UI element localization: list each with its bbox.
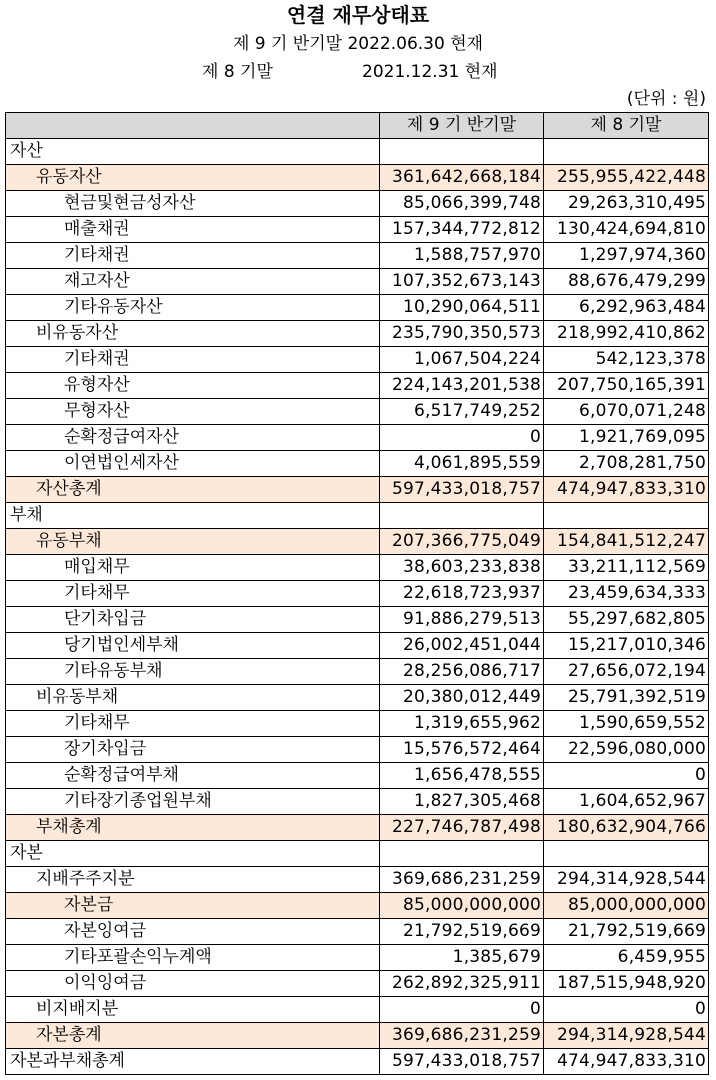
prior-period-value-cell: 474,947,833,310: [544, 1049, 709, 1075]
current-period-value-cell: 107,352,673,143: [380, 269, 544, 295]
prior-period: [202, 61, 622, 83]
account-name-cell: 자본과부채총계: [6, 1049, 380, 1075]
account-name-cell: 기타장기종업원부채: [6, 789, 380, 815]
current-period-value-cell: 6,517,749,252: [380, 399, 544, 425]
table-row: [6, 1049, 709, 1075]
table-header-row: [6, 113, 709, 139]
current-period-value-cell: 1,588,757,970: [380, 243, 544, 269]
table-row: [6, 451, 709, 477]
table-row: [6, 139, 709, 165]
current-period-value-cell: 0: [380, 997, 544, 1023]
table-row: [6, 243, 709, 269]
table-row: [6, 425, 709, 451]
current-period-value-cell: 235,790,350,573: [380, 321, 544, 347]
account-name-cell: 순확정급여부채: [6, 763, 380, 789]
table-row: [6, 1023, 709, 1049]
table-row: [6, 555, 709, 581]
table-row: [6, 971, 709, 997]
account-name-cell: 지배주주지분: [6, 867, 380, 893]
account-name-cell: 자본잉여금: [6, 919, 380, 945]
prior-period-value-cell: [544, 841, 709, 867]
table-row: [6, 321, 709, 347]
prior-period-value-cell: 15,217,010,346: [544, 633, 709, 659]
current-period-value-cell: [380, 503, 544, 529]
current-period-value-cell: 207,366,775,049: [380, 529, 544, 555]
current-period-value-cell: 1,067,504,224: [380, 347, 544, 373]
current-period-value-cell: 20,380,012,449: [380, 685, 544, 711]
current-period-value-cell: 85,000,000,000: [380, 893, 544, 919]
prior-period-value-cell: 0: [544, 763, 709, 789]
table-row: [6, 737, 709, 763]
prior-period-value-cell: 294,314,928,544: [544, 1023, 709, 1049]
prior-period-value-cell: 474,947,833,310: [544, 477, 709, 503]
current-period-value-cell: 10,290,064,511: [380, 295, 544, 321]
table-row: [6, 373, 709, 399]
prior-period-value-cell: 1,297,974,360: [544, 243, 709, 269]
account-name-cell: 단기차입금: [6, 607, 380, 633]
prior-period-value-cell: 154,841,512,247: [544, 529, 709, 555]
current-period-value-cell: 1,385,679: [380, 945, 544, 971]
table-row: [6, 191, 709, 217]
table-row: [6, 685, 709, 711]
account-name-cell: 이연법인세자산: [6, 451, 380, 477]
current-period-value-cell: 22,618,723,937: [380, 581, 544, 607]
table-row: [6, 659, 709, 685]
current-period-value-cell: 38,603,233,838: [380, 555, 544, 581]
account-name-cell: 기타채권: [6, 243, 380, 269]
account-name-cell: 이익잉여금: [6, 971, 380, 997]
table-row: [6, 399, 709, 425]
prior-period-value-cell: 21,792,519,669: [544, 919, 709, 945]
prior-period-date: 2021.12.31 현재: [362, 62, 498, 82]
prior-period-value-cell: 27,656,072,194: [544, 659, 709, 685]
account-name-cell: 당기법인세부채: [6, 633, 380, 659]
table-row: [6, 477, 709, 503]
table-row: [6, 789, 709, 815]
current-period-value-cell: 15,576,572,464: [380, 737, 544, 763]
account-name-cell: 비유동자산: [6, 321, 380, 347]
current-period-value-cell: 597,433,018,757: [380, 1049, 544, 1075]
account-name-cell: 무형자산: [6, 399, 380, 425]
prior-period-value-cell: 542,123,378: [544, 347, 709, 373]
page-title: 연결 재무상태표: [286, 3, 430, 27]
account-name-cell: 매출채권: [6, 217, 380, 243]
account-name-cell: 기타유동부채: [6, 659, 380, 685]
current-period-value-cell: 224,143,201,538: [380, 373, 544, 399]
table-row: [6, 269, 709, 295]
prior-period-value-cell: 29,263,310,495: [544, 191, 709, 217]
prior-period-value-cell: 0: [544, 997, 709, 1023]
account-name-cell: 순확정급여자산: [6, 425, 380, 451]
account-name-cell: 자본총계: [6, 1023, 380, 1049]
prior-period-value-cell: 55,297,682,805: [544, 607, 709, 633]
table-row: [6, 919, 709, 945]
current-period-value-cell: 227,746,787,498: [380, 815, 544, 841]
current-period-value-cell: 157,344,772,812: [380, 217, 544, 243]
table-row: [6, 763, 709, 789]
table-row: [6, 165, 709, 191]
current-period-value-cell: 369,686,231,259: [380, 1023, 544, 1049]
table-row: [6, 607, 709, 633]
current-period-value-cell: [380, 841, 544, 867]
table-row: [6, 893, 709, 919]
prior-period-value-cell: 22,596,080,000: [544, 737, 709, 763]
table-row: [6, 529, 709, 555]
prior-period-value-cell: 1,604,652,967: [544, 789, 709, 815]
table-row: [6, 997, 709, 1023]
current-period-value-cell: 4,061,895,559: [380, 451, 544, 477]
current-period-value-cell: 28,256,086,717: [380, 659, 544, 685]
account-name-cell: 유동부채: [6, 529, 380, 555]
current-period-value-cell: [380, 139, 544, 165]
prior-period-label: 제 8 기말: [202, 62, 273, 82]
table-row: [6, 633, 709, 659]
current-period-value-cell: 1,319,655,962: [380, 711, 544, 737]
account-name-cell: 유형자산: [6, 373, 380, 399]
account-name-cell: 비유동부채: [6, 685, 380, 711]
account-name-cell: 부채: [6, 503, 380, 529]
current-period-value-cell: 26,002,451,044: [380, 633, 544, 659]
account-name-cell: 기타채무: [6, 711, 380, 737]
account-name-cell: 자본: [6, 841, 380, 867]
prior-period-value-cell: 255,955,422,448: [544, 165, 709, 191]
prior-period-value-cell: 6,292,963,484: [544, 295, 709, 321]
prior-period-value-cell: 130,424,694,810: [544, 217, 709, 243]
current-period-value-cell: 1,656,478,555: [380, 763, 544, 789]
account-name-cell: 자본금: [6, 893, 380, 919]
prior-period-value-cell: 207,750,165,391: [544, 373, 709, 399]
prior-period-value-cell: 85,000,000,000: [544, 893, 709, 919]
account-name-cell: 현금및현금성자산: [6, 191, 380, 217]
prior-period-value-cell: 180,632,904,766: [544, 815, 709, 841]
prior-period-value-cell: [544, 139, 709, 165]
account-name-cell: 자산총계: [6, 477, 380, 503]
account-name-cell: 기타채권: [6, 347, 380, 373]
table-row: [6, 711, 709, 737]
current-period-value-cell: 85,066,399,748: [380, 191, 544, 217]
column-header-prior: 제 8 기말: [544, 113, 709, 139]
prior-period-value-cell: 23,459,634,333: [544, 581, 709, 607]
prior-period-value-cell: 1,590,659,552: [544, 711, 709, 737]
table-row: [6, 503, 709, 529]
account-name-cell: 유동자산: [6, 165, 380, 191]
current-period-value-cell: 1,827,305,468: [380, 789, 544, 815]
table-row: [6, 815, 709, 841]
account-name-cell: 자산: [6, 139, 380, 165]
table-row: [6, 945, 709, 971]
account-name-cell: 매입채무: [6, 555, 380, 581]
prior-period-value-cell: 33,211,112,569: [544, 555, 709, 581]
prior-period-value-cell: 88,676,479,299: [544, 269, 709, 295]
prior-period-value-cell: 187,515,948,920: [544, 971, 709, 997]
table-row: [6, 581, 709, 607]
prior-period-value-cell: 6,459,955: [544, 945, 709, 971]
table-row: [6, 841, 709, 867]
current-period-value-cell: 262,892,325,911: [380, 971, 544, 997]
column-header-account: [6, 113, 380, 139]
unit-label: (단위 : 원): [626, 89, 706, 109]
table-body: [6, 139, 709, 1075]
balance-sheet-table: [5, 112, 709, 1075]
account-name-cell: 기타포괄손익누계액: [6, 945, 380, 971]
account-name-cell: 기타유동자산: [6, 295, 380, 321]
prior-period-value-cell: [544, 503, 709, 529]
table-row: [6, 347, 709, 373]
column-header-current: 제 9 기 반기말: [380, 113, 544, 139]
current-period-value-cell: 361,642,668,184: [380, 165, 544, 191]
prior-period-value-cell: 218,992,410,862: [544, 321, 709, 347]
table-row: [6, 217, 709, 243]
current-period-value-cell: 369,686,231,259: [380, 867, 544, 893]
prior-period-value-cell: 6,070,071,248: [544, 399, 709, 425]
prior-period-value-cell: 2,708,281,750: [544, 451, 709, 477]
current-period: 제 9 기 반기말 2022.06.30 현재: [232, 34, 484, 54]
prior-period-value-cell: 294,314,928,544: [544, 867, 709, 893]
current-period-value-cell: 91,886,279,513: [380, 607, 544, 633]
account-name-cell: 부채총계: [6, 815, 380, 841]
account-name-cell: 재고자산: [6, 269, 380, 295]
current-period-value-cell: 0: [380, 425, 544, 451]
table-row: [6, 295, 709, 321]
table-row: [6, 867, 709, 893]
prior-period-value-cell: 25,791,392,519: [544, 685, 709, 711]
current-period-value-cell: 597,433,018,757: [380, 477, 544, 503]
prior-period-value-cell: 1,921,769,095: [544, 425, 709, 451]
account-name-cell: 장기차입금: [6, 737, 380, 763]
account-name-cell: 기타채무: [6, 581, 380, 607]
current-period-value-cell: 21,792,519,669: [380, 919, 544, 945]
account-name-cell: 비지배지분: [6, 997, 380, 1023]
